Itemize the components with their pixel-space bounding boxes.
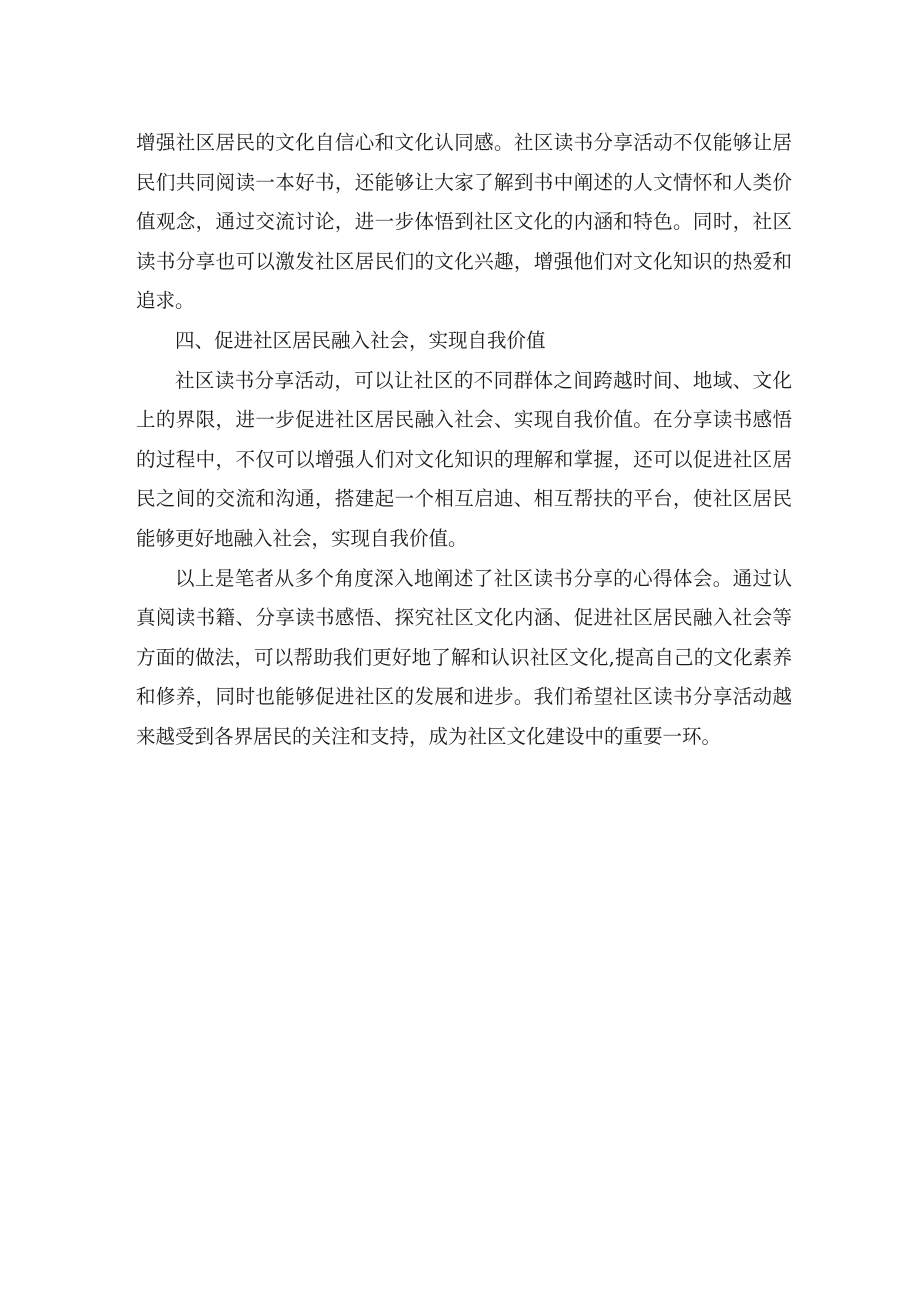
- document-body: [136, 123, 792, 757]
- paragraph-conclusion: 以上是笔者从多个角度深入地阐述了社区读书分享的心得体会。通过认真阅读书籍、分享读书感悟、探究社区文化内涵、促进社区居民融入社会等方面的做法，可以帮助我们更好地了解和认识社区文化,提高自己的文化素养和修养，同时也能够促进社区的发展和进步。我们希望社区读书分享活动越来越受到各界居民的关注和支持，成为社区文化建设中的重要一环。: [136, 566, 792, 748]
- paragraph-social-integration: 社区读书分享活动，可以让社区的不同群体之间跨越时间、地域、文化上的界限，进一步促进社区居民融入社会、实现自我价值。在分享读书感悟的过程中，不仅可以增强人们对文化知识的理解和掌握，还可以促进社区居民之间的交流和沟通，搭建起一个相互启迪、相互帮扶的平台，使社区居民能够更好地融入社会，实现自我价值。: [136, 368, 792, 550]
- section-four-heading: 四、促进社区居民融入社会，实现自我价值: [175, 328, 546, 352]
- paragraph-cultural-confidence: 增强社区居民的文化自信心和文化认同感。社区读书分享活动不仅能够让居民们共同阅读一本好书，还能够让大家了解到书中阐述的人文情怀和人类价值观念，通过交流讨论，进一步体悟到社区文化的内涵和特色。同时，社区读书分享也可以激发社区居民们的文化兴趣，增强他们对文化知识的热爱和追求。: [136, 131, 792, 313]
